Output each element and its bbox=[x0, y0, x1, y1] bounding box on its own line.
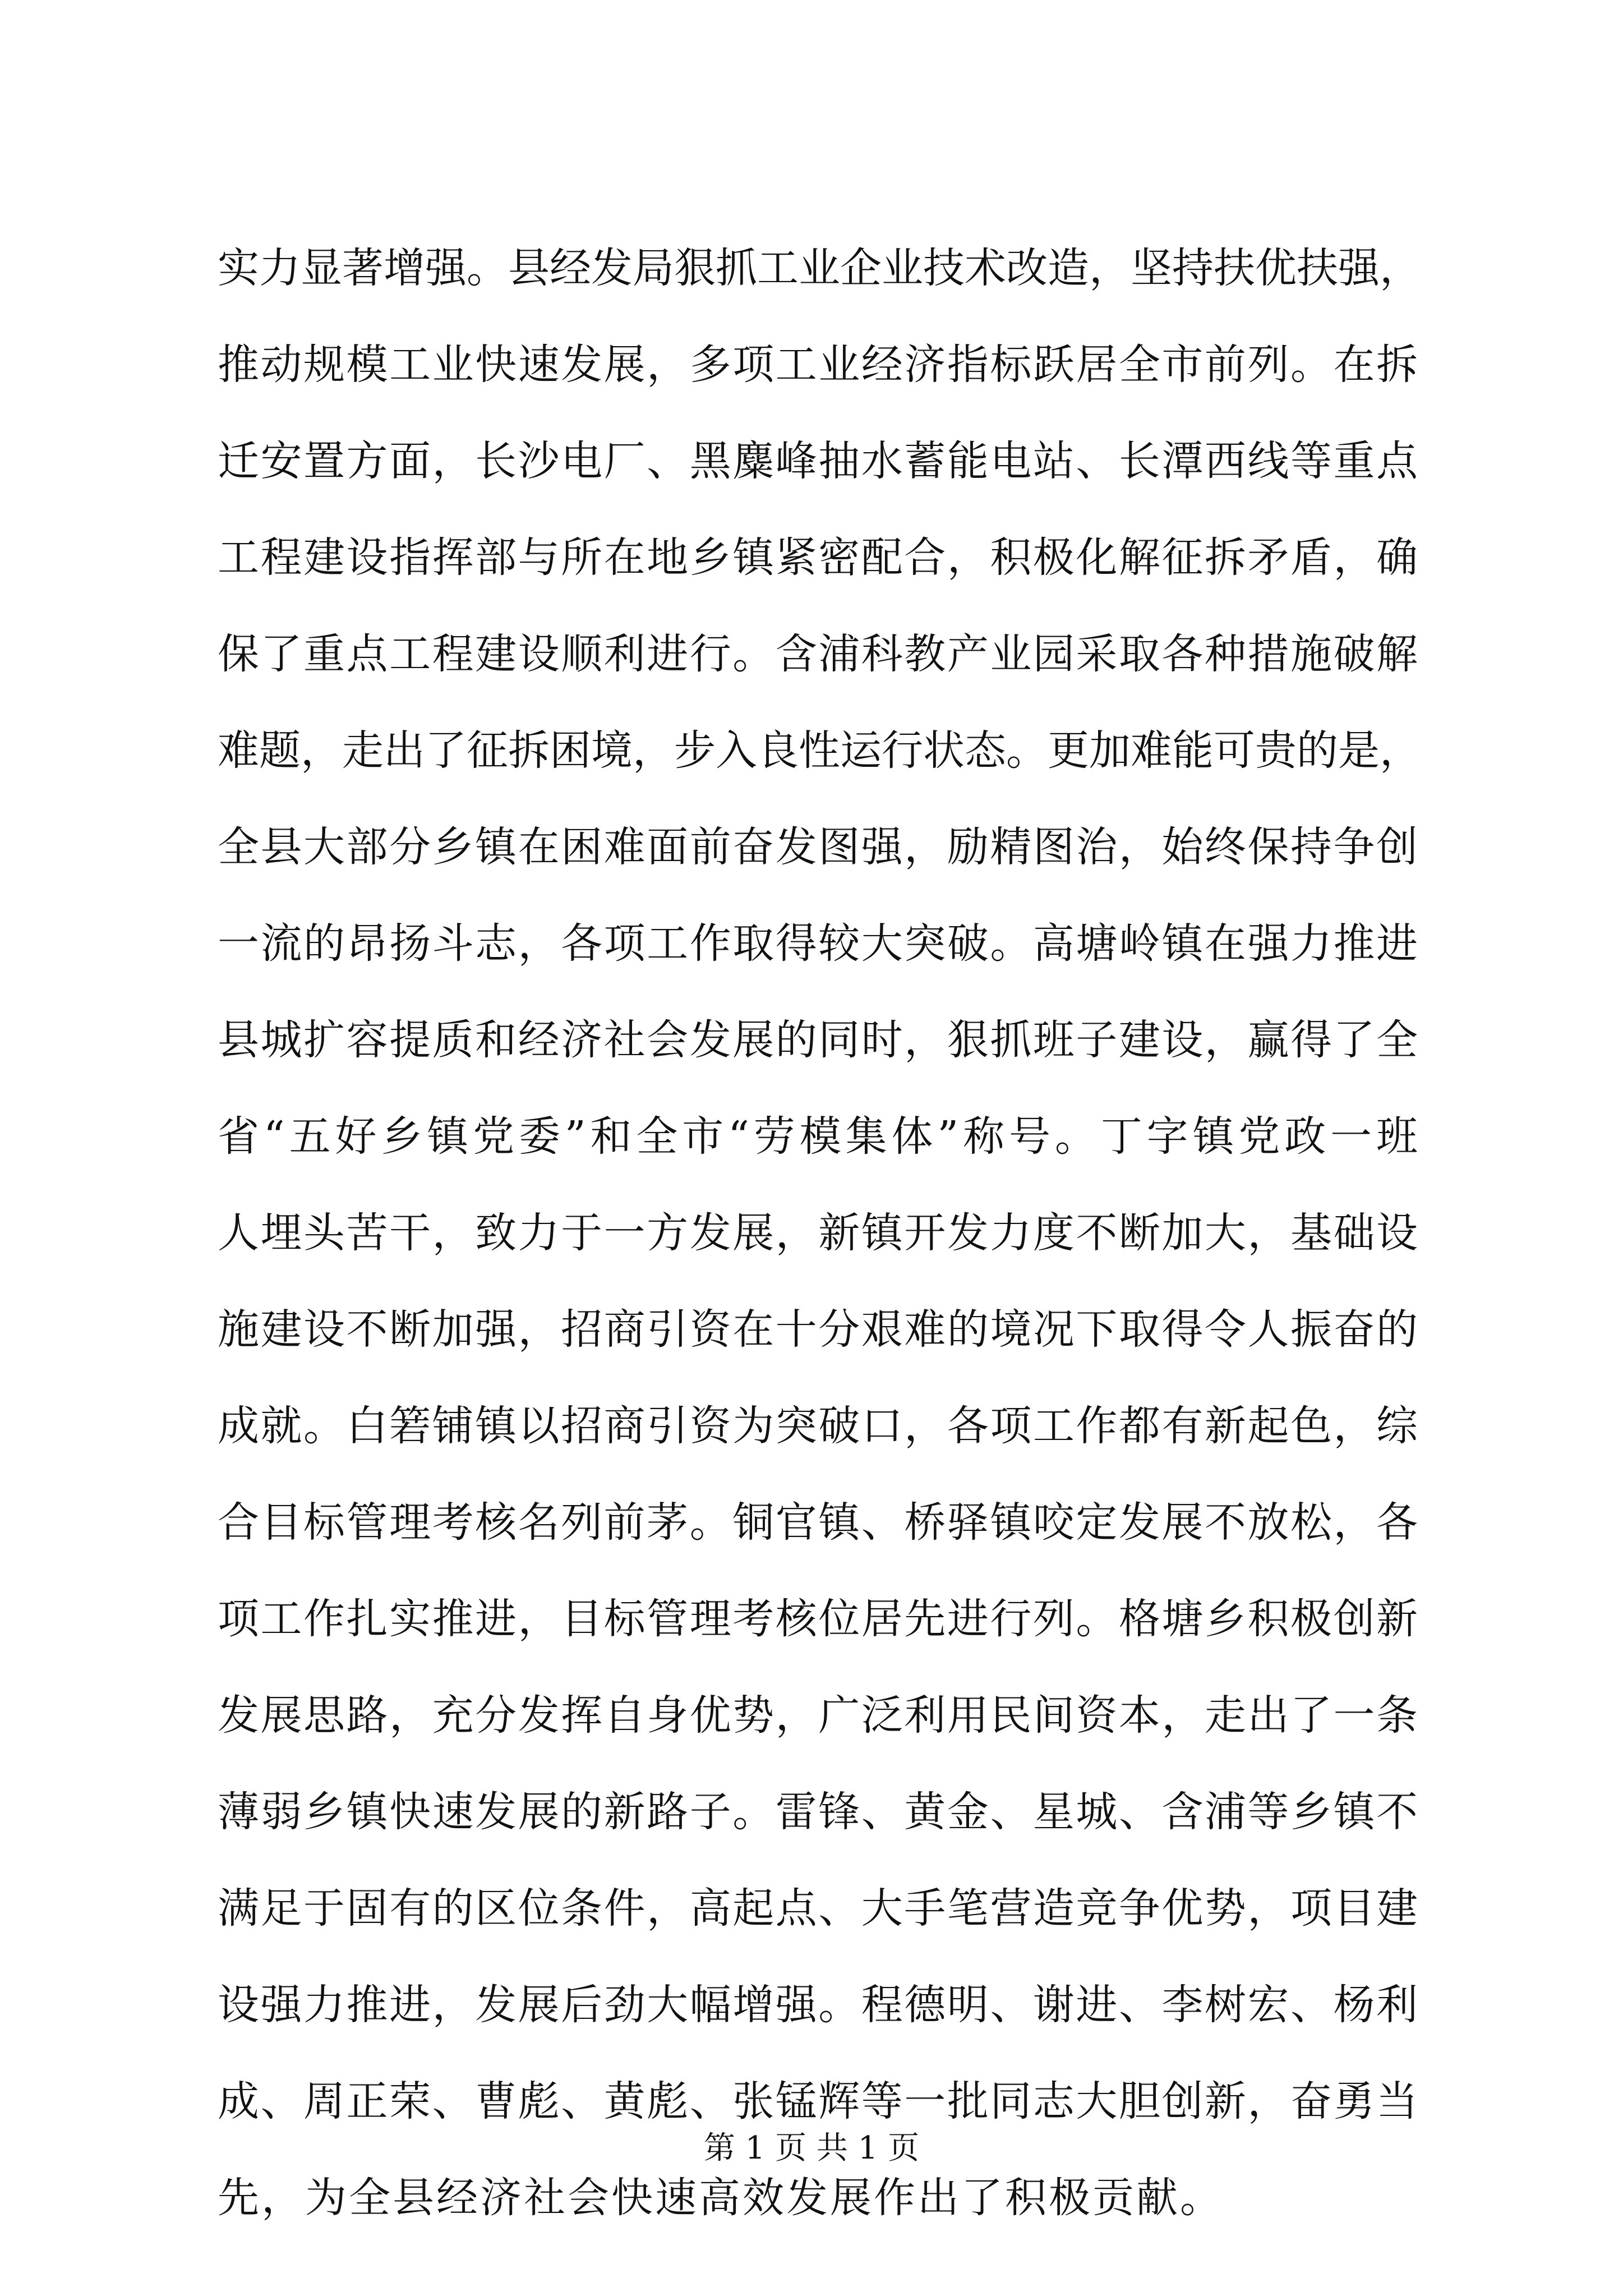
text-line: 发展思路，充分发挥自身优势，广泛利用民间资本，走出了一条 bbox=[218, 1691, 1418, 1740]
text-line: 成、周正荣、曹彪、黄彪、张锰辉等一批同志大胆创新，奋勇当 bbox=[218, 2077, 1418, 2125]
page-number-label: 第 1 页 共 1 页 bbox=[703, 2130, 920, 2166]
body-paragraph bbox=[218, 220, 1421, 2246]
text-line: 实力显著增强。县经发局狠抓工业企业技术改造，坚持扶优扶强， bbox=[218, 244, 1421, 292]
text-line: 难题，走出了征拆困境，步入良性运行状态。更加难能可贵的是， bbox=[218, 726, 1421, 775]
text-line: 成就。白箬铺镇以招商引资为突破口，各项工作都有新起色，综 bbox=[218, 1402, 1418, 1450]
text-line: 一流的昂扬斗志，各项工作取得较大突破。高塘岭镇在强力推进 bbox=[218, 919, 1418, 968]
text-line: 施建设不断加强，招商引资在十分艰难的境况下取得令人振奋的 bbox=[218, 1305, 1418, 1354]
text-line: 项工作扎实推进，目标管理考核位居先进行列。格塘乡积极创新 bbox=[218, 1595, 1418, 1643]
text-line-last: 先，为全县经济社会快速高效发展作出了积极贡献。 bbox=[218, 2174, 1224, 2222]
text-line: 薄弱乡镇快速发展的新路子。雷锋、黄金、星城、含浦等乡镇不 bbox=[218, 1788, 1418, 1836]
text-line: 保了重点工程建设顺利进行。含浦科教产业园采取各种措施破解 bbox=[218, 630, 1418, 678]
text-line: 合目标管理考核名列前茅。铜官镇、桥驿镇咬定发展不放松，各 bbox=[218, 1498, 1418, 1547]
text-line: 全县大部分乡镇在困难面前奋发图强，励精图治，始终保持争创 bbox=[218, 823, 1418, 871]
text-line: 省“五好乡镇党委”和全市“劳模集体”称号。丁字镇党政一班 bbox=[218, 1112, 1418, 1161]
text-line: 推动规模工业快速发展，多项工业经济指标跃居全市前列。在拆 bbox=[218, 341, 1418, 389]
text-line: 迁安置方面，长沙电厂、黑麋峰抽水蓄能电站、长潭西线等重点 bbox=[218, 437, 1418, 485]
text-line: 县城扩容提质和经济社会发展的同时，狠抓班子建设，赢得了全 bbox=[218, 1016, 1418, 1064]
text-line: 工程建设指挥部与所在地乡镇紧密配合，积极化解征拆矛盾，确 bbox=[218, 533, 1418, 582]
text-line: 设强力推进，发展后劲大幅增强。程德明、谢进、李树宏、杨利 bbox=[218, 1981, 1418, 2029]
text-line: 满足于固有的区位条件，高起点、大手笔营造竞争优势，项目建 bbox=[218, 1884, 1418, 1932]
page-footer bbox=[0, 2126, 1623, 2171]
text-line: 人埋头苦干，致力于一方发展，新镇开发力度不断加大，基础设 bbox=[218, 1209, 1418, 1257]
